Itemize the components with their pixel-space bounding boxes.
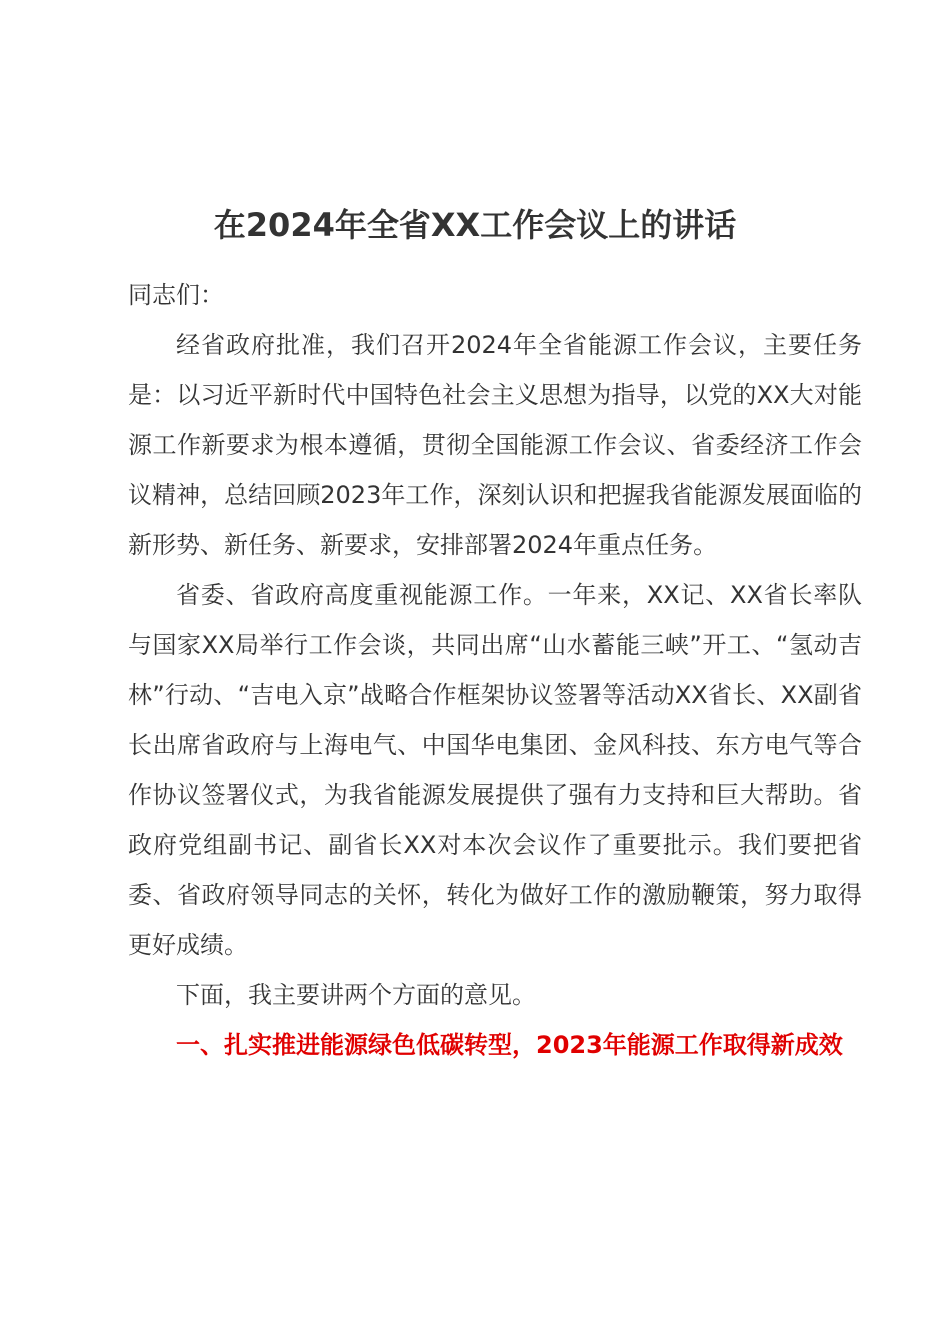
paragraph-3: 下面，我主要讲两个方面的意见。 bbox=[176, 981, 536, 1009]
document-title: 在2024年全省XX工作会议上的讲话 bbox=[213, 206, 737, 244]
paragraph-2: 省委、省政府高度重视能源工作。一年来，XX记、XX省长率队与国家XX局举行工作会谈，共同出席“山水蓄能三峡”开工、“氢动吉林”行动、“吉电入京”战略合作框架协议签署等活动XX省长、XX副省长出席省政府与上海电气、中国华电集团、金风科技、东方电气等合作协议签署仪式，为我省能源发展提供了强有力支持和巨大帮助。省政府党组副书记、副省长XX对本次会议作了重要批示。我们要把省委、省政府领导同志的关怀，转化为做好工作的激励鞭策，努力取得更好成绩。 bbox=[128, 581, 862, 959]
document-body bbox=[128, 270, 862, 1070]
paragraph-1: 经省政府批准，我们召开2024年全省能源工作会议，主要任务是：以习近平新时代中国特色社会主义思想为指导，以党的XX大对能源工作新要求为根本遵循，贯彻全国能源工作会议、省委经济工作会议精神，总结回顾2023年工作，深刻认识和把握我省能源发展面临的新形势、新任务、新要求，安排部署2024年重点任务。 bbox=[128, 331, 862, 559]
salutation: 同志们： bbox=[128, 281, 224, 309]
section-heading-1: 一、扎实推进能源绿色低碳转型，2023年能源工作取得新成效 bbox=[176, 1031, 843, 1059]
